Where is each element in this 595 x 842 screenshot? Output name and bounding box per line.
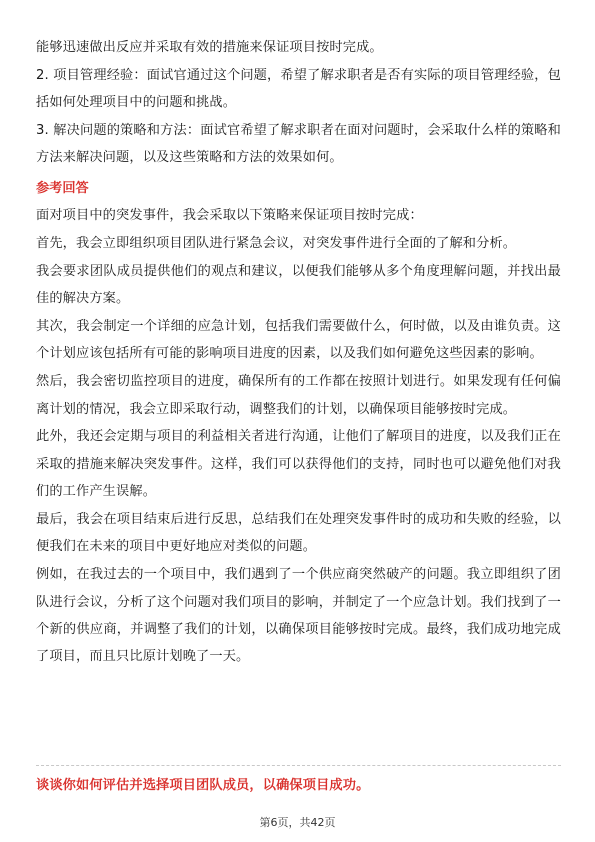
answer-paragraph-then: 然后，我会密切监控项目的进度，确保所有的工作都在按照计划进行。如果发现有任何偏离计划的情况，我会立即采取行动，调整我们的计划，以确保项目能够按时完成。 — [36, 374, 561, 417]
answer-paragraph-example: 例如，在我过去的一个项目中，我们遇到了一个供应商突然破产的问题。我立即组织了团队进行会议，分析了这个问题对我们项目的影响，并制定了一个应急计划。我们找到了一个新的供应商，并调整了我们的计划，以确保项目能够按时完成。最终，我们成功地完成了项目，而且只比原计划晚了一天。 — [36, 567, 561, 665]
page-number-footer: 第6页，共42页 — [259, 816, 336, 829]
page-content — [36, 34, 561, 671]
answer-intro: 面对项目中的突发事件，我会采取以下策略来保证项目按时完成： — [36, 208, 423, 224]
answer-paragraph-additionally: 此外，我还会定期与项目的利益相关者进行沟通，让他们了解项目的进度，以及我们正在采取的措施来解决突发事件。这样，我们可以获得他们的支持，同时也可以避免他们对我们的工作产生误解。 — [36, 429, 561, 500]
question-analysis-point-2: 2. 项目管理经验：面试官通过这个问题，希望了解求职者是否有实际的项目管理经验，包括如何处理项目中的问题和挑战。 — [36, 67, 561, 111]
section-divider — [36, 765, 561, 766]
answer-paragraph-second: 其次，我会制定一个详细的应急计划，包括我们需要做什么，何时做，以及由谁负责。这个计划应该包括所有可能的影响项目进度的因素，以及我们如何避免这些因素的影响。 — [36, 319, 561, 362]
answer-paragraph-first: 首先，我会立即组织项目团队进行紧急会议，对突发事件进行全面的了解和分析。 — [36, 236, 517, 252]
question-analysis-point-3: 3. 解决问题的策略和方法：面试官希望了解求职者在面对问题时，会采取什么样的策略和方法来解决问题，以及这些策略和方法的效果如何。 — [36, 123, 561, 166]
answer-paragraph-finally: 最后，我会在项目结束后进行反思，总结我们在处理突发事件时的成功和失败的经验，以便我们在未来的项目中更好地应对类似的问题。 — [36, 512, 561, 555]
next-question-heading: 谈谈你如何评估并选择项目团队成员，以确保项目成功。 — [36, 778, 370, 793]
question-analysis-paragraph: 能够迅速做出反应并采取有效的措施来保证项目按时完成。 — [36, 40, 383, 55]
answer-paragraph-team-input: 我会要求团队成员提供他们的观点和建议，以便我们能够从多个角度理解问题，并找出最佳的解决方案。 — [36, 263, 561, 307]
reference-answer-heading: 参考回答 — [36, 180, 89, 196]
